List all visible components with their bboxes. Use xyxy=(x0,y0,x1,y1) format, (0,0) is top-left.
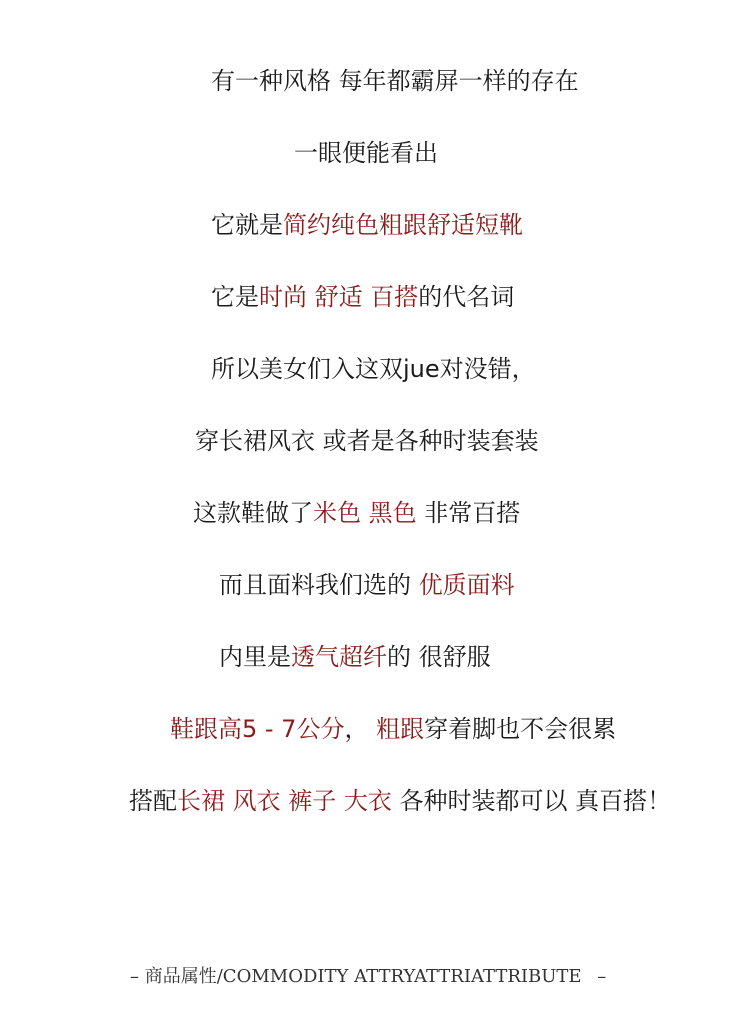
body-text: 这款鞋做了 xyxy=(193,499,313,527)
highlighted-text: 长裙 风衣 裤子 大衣 xyxy=(177,787,392,815)
highlighted-text: 优质面料 xyxy=(418,571,515,599)
footer-dash-right: – xyxy=(597,966,607,987)
body-text: ， xyxy=(344,715,377,743)
footer-chinese-label: 商品属性 xyxy=(144,966,217,987)
body-text: 有一种风格 每年都霸屏一样的存在 xyxy=(211,67,579,95)
description-line xyxy=(195,426,539,456)
highlighted-text: 米色 黑色 xyxy=(313,499,417,527)
highlighted-text: 简约纯色粗跟舒适短靴 xyxy=(283,211,523,239)
description-line xyxy=(211,210,523,240)
section-footer-label xyxy=(130,962,606,992)
description-line xyxy=(170,714,616,744)
footer-dash-left: – xyxy=(130,966,139,987)
description-line xyxy=(219,642,491,672)
body-text: 的 很舒服 xyxy=(387,643,491,671)
body-text: 搭配 xyxy=(129,787,177,815)
highlighted-text: 透气超纤 xyxy=(291,643,387,671)
description-line xyxy=(193,498,520,528)
description-line xyxy=(211,354,536,384)
body-text: 所以美女们入这双jue对没错， xyxy=(211,355,536,383)
description-line xyxy=(211,282,514,312)
description-line xyxy=(211,66,579,96)
body-text: 穿着脚也不会很累 xyxy=(424,715,617,743)
body-text: 一眼便能看出 xyxy=(294,139,438,167)
description-line xyxy=(294,138,438,168)
body-text: 内里是 xyxy=(219,643,291,671)
body-text: 而且面料我们选的 xyxy=(219,571,419,599)
body-text: 它是 xyxy=(211,283,259,311)
body-text: 各种时装都可以 真百搭！ xyxy=(391,787,672,815)
description-line xyxy=(129,786,671,816)
highlighted-text: 粗跟 xyxy=(376,715,425,743)
highlighted-text: 鞋跟高5 - 7公分 xyxy=(170,715,345,743)
body-text: 非常百搭 xyxy=(416,499,521,527)
footer-english-label: /COMMODITY ATTRYATTRIATTRIBUTE xyxy=(216,966,582,987)
body-text: 它就是 xyxy=(211,211,283,239)
body-text: 的代名词 xyxy=(418,283,515,311)
description-line xyxy=(219,570,515,600)
highlighted-text: 时尚 舒适 百搭 xyxy=(259,283,419,311)
body-text: 穿长裙风衣 或者是各种时装套装 xyxy=(195,427,539,455)
